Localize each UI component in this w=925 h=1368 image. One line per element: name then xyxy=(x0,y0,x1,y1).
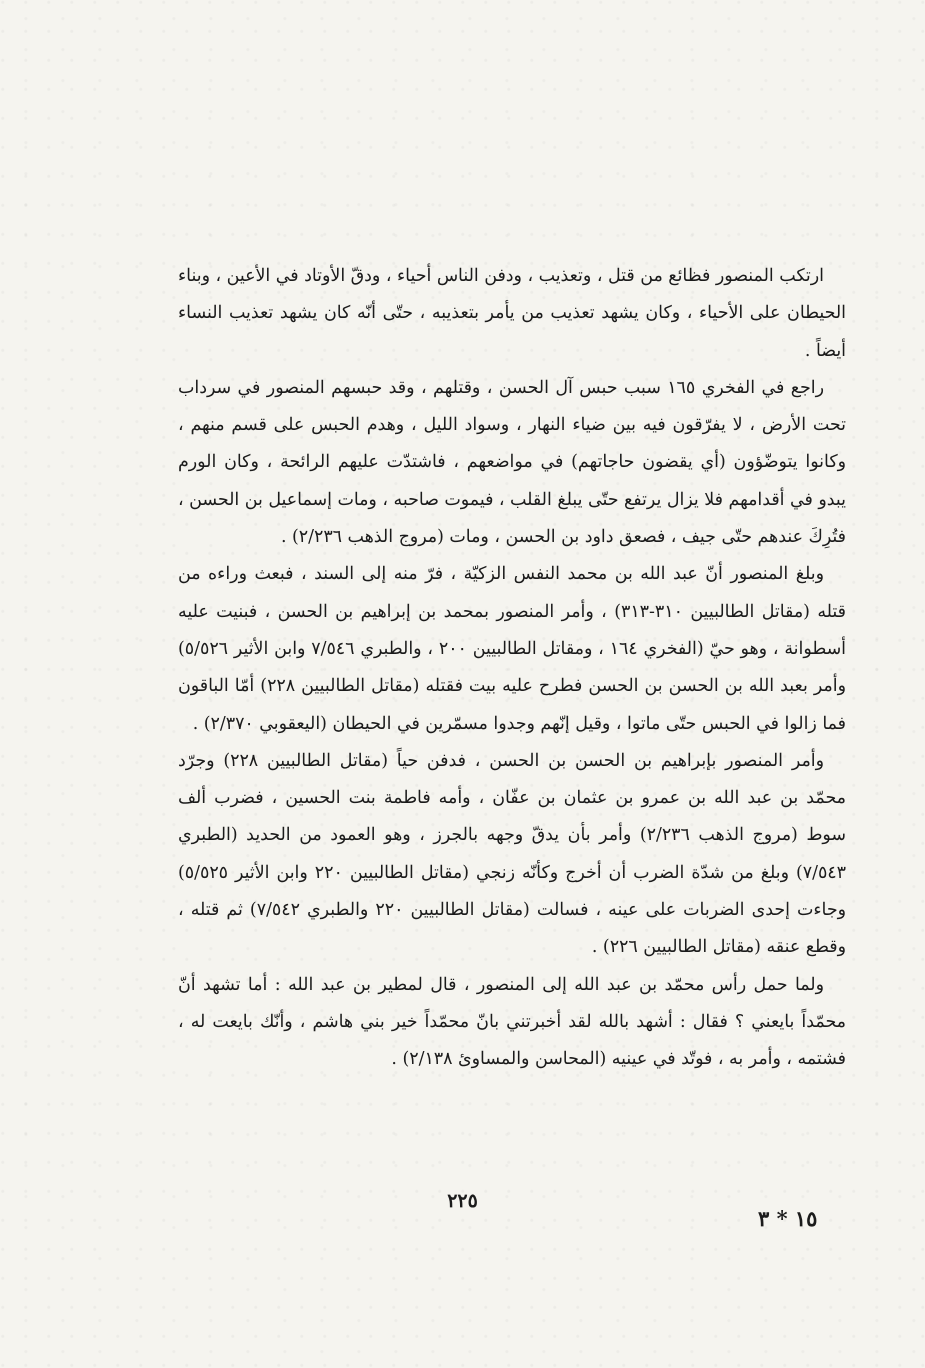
paragraph-3: وبلغ المنصور أنّ عبد الله بن محمد النفس الزكيّة ، فرّ منه إلى السند ، فبعث وراءه من قتله (مقاتل الطالبيين ٣١٠-٣١٣) ، وأمر المنصور بمحمد بن إبراهيم بن الحسن ، فبنيت عليه أسطوانة ، وهو حيّ (الفخري ١٦٤ ، ومقاتل الطالبيين ٢٠٠ ، والطبري ٧/٥٤٦ وابن الأثير ٥/٥٢٦) وأمر بعبد الله بن الحسن بن الحسن فطرح عليه بيت فقتله (مقاتل الطالبيين ٢٢٨) أمّا الباقون فما زالوا في الحبس حتّى ماتوا ، وقيل إنّهم وجدوا مسمّرين في الحيطان (اليعقوبي ٢/٣٧٠) . xyxy=(178,564,847,734)
printer-signature: ١٥ * ٣ xyxy=(758,1206,818,1231)
paragraph-4: وأمر المنصور بإبراهيم بن الحسن بن الحسن ، فدفن حياً (مقاتل الطالبيين ٢٢٨) وجرّد محمّد بن عبد الله بن عمرو بن عثمان بن عفّان ، وأمه فاطمة بنت الحسين ، فضرب ألف سوط (مروج الذهب ٢/٢٣٦) وأمر بأن يدقّ وجهه بالجرز ، وهو العمود من الحديد (الطبري ٧/٥٤٣) وبلغ من شدّة الضرب أن أخرج وكأنّه زنجي (مقاتل الطالبيين ٢٢٠ وابن الأثير ٥/٥٢٥) وجاءت إحدى الضربات على عينه ، فسالت (مقاتل الطالبيين ٢٢٠ والطبري ٧/٥٤٢) ثم قتله ، وقطع عنقه (مقاتل الطالبيين ٢٢٦) . xyxy=(178,750,846,958)
paragraph-2: راجع في الفخري ١٦٥ سبب حبس آل الحسن ، وقتلهم ، وقد حبسهم المنصور في سرداب تحت الأرض ، لا يفرّقون فيه بين ضياء النهار ، وسواد الليل ، وهدم الحبس على قسم منهم ، وكانوا يتوضّؤون (أي يقضون حاجاتهم) في مواضعهم ، فاشتدّت عليهم الرائحة ، وكان الورم يبدو في أقدامهم فلا يزال يرتفع حتّى يبلغ القلب ، فيموت صاحبه ، ومات إسماعيل بن الحسن ، فتُرِكَ عندهم حتّى جيف ، فصعق داود بن الحسن ، ومات (مروج الذهب ٢/٢٣٦) . xyxy=(177,377,846,548)
paragraph-5: ولما حمل رأس محمّد بن عبد الله إلى المنصور ، قال لمطير بن عبد الله : أما تشهد أنّ محمّداً بايعني ؟ فقال : أشهد بالله لقد أخبرتني بانّ محمّداً خير بني هاشم ، وأنّك بايعت له ، فشتمه ، وأمر به ، فوتّد في عينيه (المحاسن والمساوئ ٢/١٣٨) . xyxy=(178,974,846,1070)
page-number: ٢٢٥ xyxy=(447,1190,478,1212)
paragraph-1: ارتكب المنصور فظائع من قتل ، وتعذيب ، ودفن الناس أحياء ، ودقّ الأوتاد في الأعين ، وبناء الحيطان على الأحياء ، وكان يشهد تعذيب من يأمر بتعذيبه ، حتّى أنّه كان يشهد تعذيب النساء أيضاً . xyxy=(178,266,846,361)
body-text xyxy=(178,258,846,1079)
